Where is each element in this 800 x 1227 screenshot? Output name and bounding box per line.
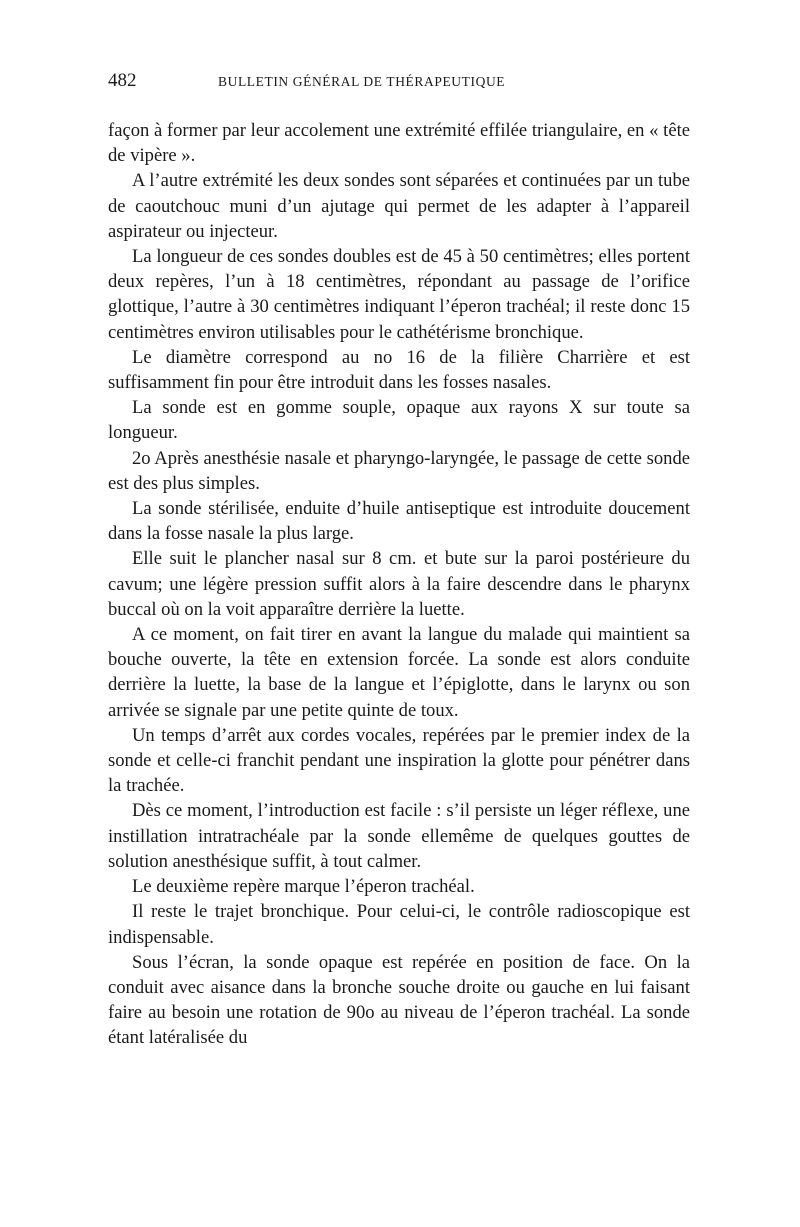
running-title: BULLETIN GÉNÉRAL DE THÉRAPEUTIQUE xyxy=(218,74,506,89)
paragraph: Dès ce moment, l’introduction est facile : s’il persiste un léger réflexe, une instillation intratrachéale par la sonde ellemême de quelques gouttes de solution anesthésique suffit, à tout calmer. xyxy=(108,800,690,872)
book-page xyxy=(108,70,690,1051)
paragraph: 2o Après anesthésie nasale et pharyngo-laryngée, le passage de cette sonde est des plus simples. xyxy=(108,447,690,494)
paragraph: A ce moment, on fait tirer en avant la langue du malade qui maintient sa bouche ouverte, la tête en extension forcée. La sonde est alors conduite derrière la luette, la base de la langue et l’épiglotte, dans le larynx ou son arrivée se signale par une petite quinte de toux. xyxy=(108,624,690,721)
page-header xyxy=(108,70,690,100)
paragraph: Il reste le trajet bronchique. Pour celui-ci, le contrôle radioscopique est indispensable. xyxy=(108,901,690,948)
paragraph: Le deuxième repère marque l’éperon trachéal. xyxy=(132,876,475,898)
page-number: 482 xyxy=(108,70,137,91)
paragraph: Le diamètre correspond au no 16 de la filière Charrière et est suffisamment fin pour être introduit dans les fosses nasales. xyxy=(108,346,690,394)
paragraph: Elle suit le plancher nasal sur 8 cm. et bute sur la paroi postérieure du cavum; une légère pression suffit alors à la faire descendre dans le pharynx buccal où on la voit apparaître derrière la luette. xyxy=(108,548,690,620)
body-text xyxy=(108,118,690,1051)
paragraph: A l’autre extrémité les deux sondes sont séparées et continuées par un tube de caoutchouc muni d’un ajutage qui permet de les adapter à l’appareil aspirateur ou injecteur. xyxy=(108,170,690,242)
paragraph: façon à former par leur accolement une extrémité effilée triangulaire, en « tête de vipère ». xyxy=(108,120,690,167)
paragraph: La sonde est en gomme souple, opaque aux rayons X sur toute sa longueur. xyxy=(108,397,690,444)
paragraph: Sous l’écran, la sonde opaque est repérée en position de face. On la conduit avec aisance dans la bronche souche droite ou gauche en lui faisant faire au besoin une rotation de 90o au niveau de l’éperon trachéal. La sonde étant latéralisée du xyxy=(108,951,690,1049)
paragraph: La longueur de ces sondes doubles est de 45 à 50 centimètres; elles portent deux repères, l’un à 18 centimètres, répondant au passage de l’orifice glottique, l’autre à 30 centimètres indiquant l’éperon trachéal; il reste donc 15 centimètres environ utilisables pour le cathétérisme bronchique. xyxy=(108,246,690,343)
paragraph: La sonde stérilisée, enduite d’huile antiseptique est introduite doucement dans la fosse nasale la plus large. xyxy=(108,498,690,545)
paragraph: Un temps d’arrêt aux cordes vocales, repérées par le premier index de la sonde et celle-ci franchit pendant une inspiration la glotte pour pénétrer dans la trachée. xyxy=(108,724,690,797)
